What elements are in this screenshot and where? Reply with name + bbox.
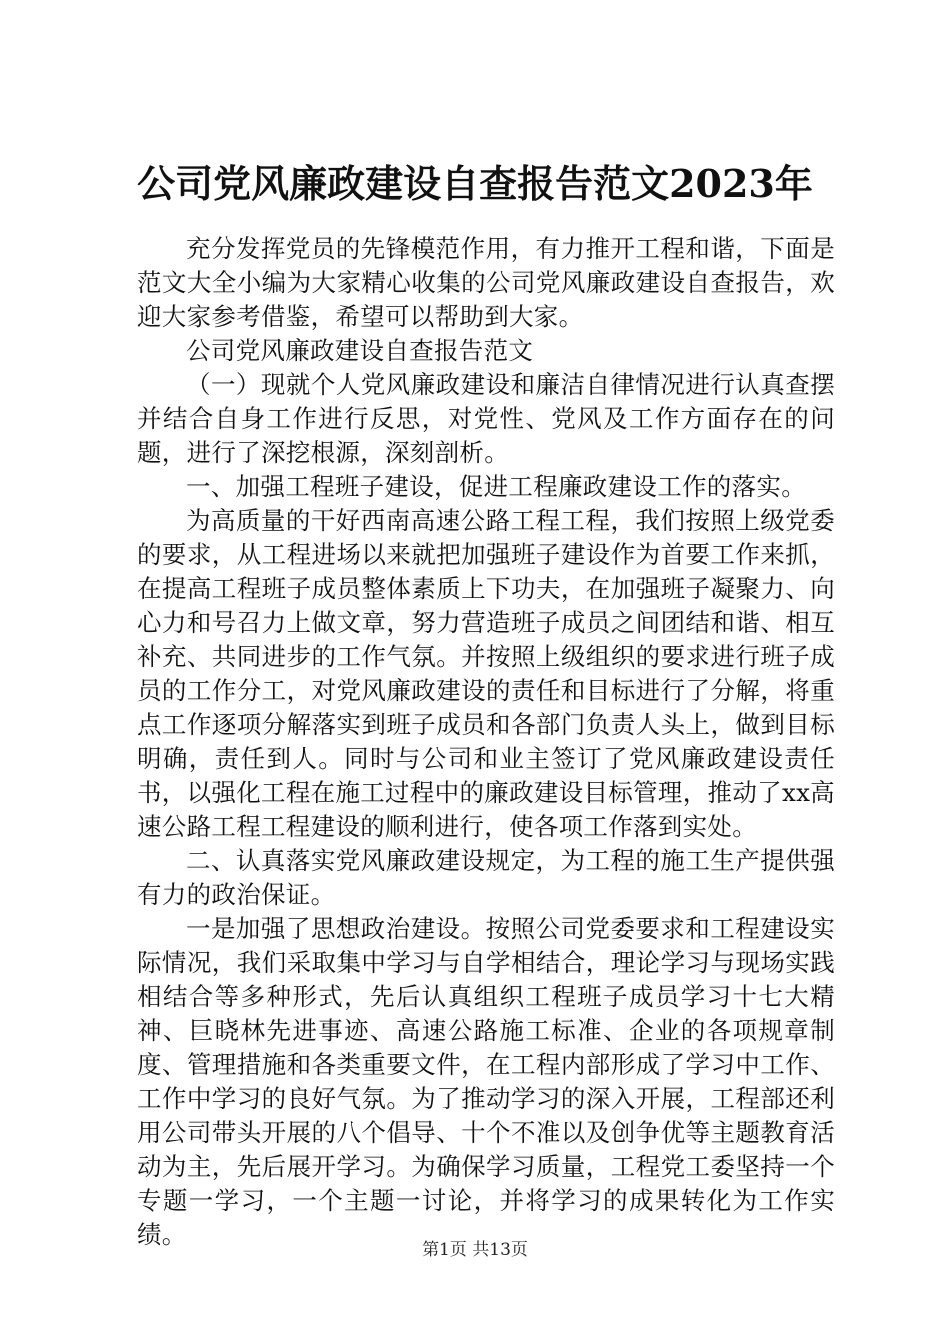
paragraph: 为高质量的干好西南高速公路工程工程，我们按照上级党委的要求，从工程进场以来就把加强班子建设作为首要工作来抓，在提高工程班子成员整体素质上下功夫，在加强班子凝聚力、向心力和号召力上做文章，努力营造班子成员之间团结和谐、相互补充、共同进步的工作气氛。并按照上级组织的要求进行班子成员的工作分工，对党风廉政建设的责任和目标进行了分解，将重点工作逐项分解落实到班子成员和各部门负责人头上，做到目标明确，责任到人。同时与公司和业主签订了党风廉政建设责任书，以强化工程在施工过程中的廉政建设目标管理，推动了xx高速公路工程工程建设的顺利进行，使各项工作落到实处。	[137, 506, 835, 841]
paragraph: （一）现就个人党风廉政建设和廉洁自律情况进行认真查摆并结合自身工作进行反思，对党性、党风及工作方面存在的问题，进行了深挖根源，深刻剖析。	[137, 370, 835, 467]
page-number: 第1页 共13页	[422, 1240, 528, 1260]
paragraph: 一是加强了思想政治建设。按照公司党委要求和工程建设实际情况，我们采取集中学习与自学相结合，理论学习与现场实践相结合等多种形式，先后认真组织工程班子成员学习十七大精神、巨晓林先进事迹、高速公路施工标准、企业的各项规章制度、管理措施和各类重要文件，在工程内部形成了学习中工作、工作中学习的良好气氛。为了推动学习的深入开展，工程部还利用公司带头开展的八个倡导、十个不准以及创争优等主题教育活动为主，先后展开学习。为确保学习质量，工程党工委坚持一个专题一学习，一个主题一讨论，并将学习的成果转化为工作实绩。	[137, 914, 835, 1249]
document-body	[137, 232, 835, 1252]
document-title: 公司党风廉政建设自查报告范文2023年	[137, 161, 813, 206]
paragraph: 一、加强工程班子建设，促进工程廉政建设工作的落实。	[186, 472, 806, 501]
paragraph: 二、认真落实党风廉政建设规定，为工程的施工生产提供强有力的政治保证。	[137, 846, 835, 909]
paragraph: 公司党风廉政建设自查报告范文	[186, 336, 534, 365]
paragraph: 充分发挥党员的先锋模范作用，有力推开工程和谐，下面是范文大全小编为大家精心收集的公司党风廉政建设自查报告，欢迎大家参考借鉴，希望可以帮助到大家。	[137, 234, 835, 331]
